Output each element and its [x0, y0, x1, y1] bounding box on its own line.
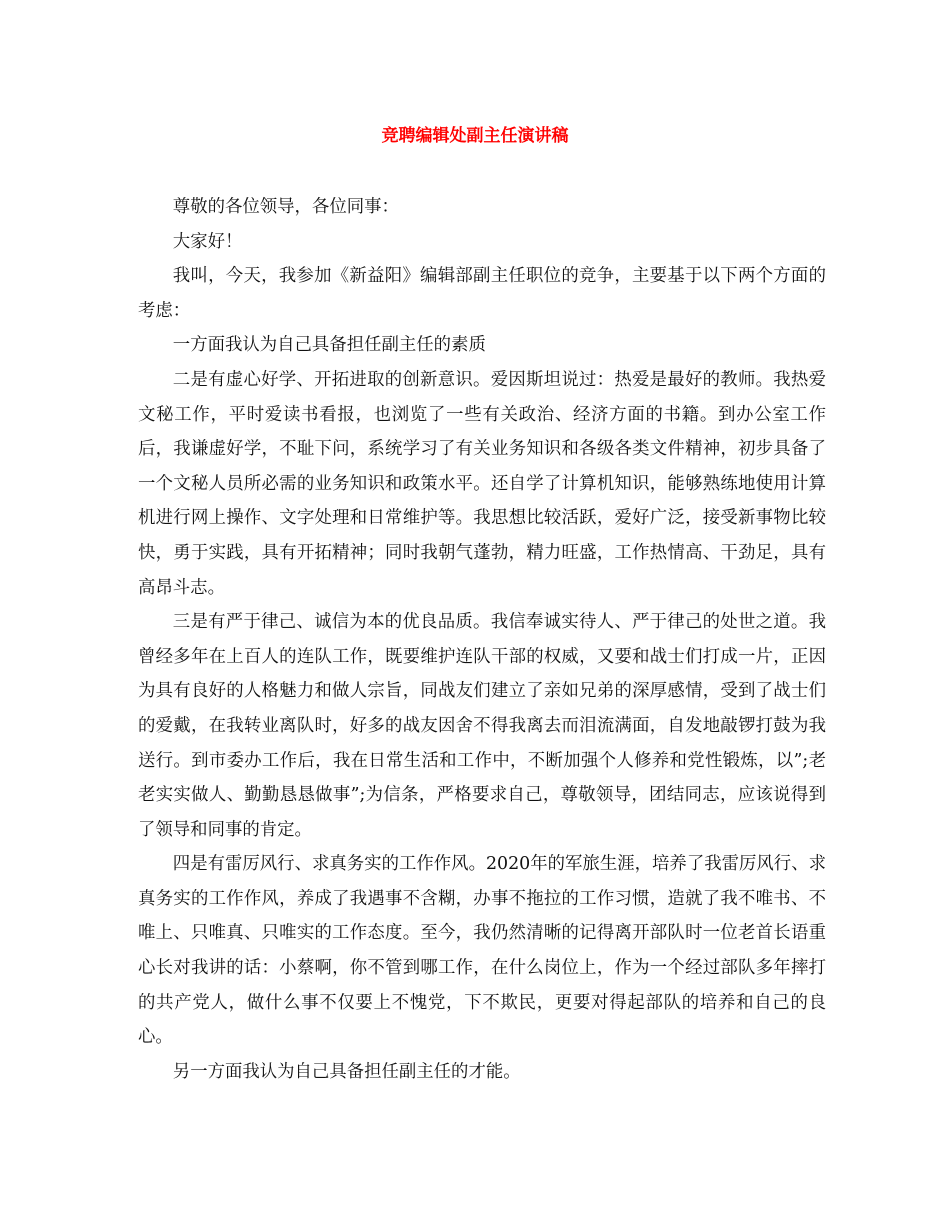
paragraph-salutation: 尊敬的各位领导，各位同事： [172, 197, 399, 217]
document-title: 竞聘编辑处副主任演讲稿 [381, 126, 569, 146]
document-body [138, 190, 826, 1089]
paragraph-intro: 我叫，今天，我参加《新益阳》编辑部副主任职位的竞争，主要基于以下两个方面的考虑： [138, 266, 826, 321]
paragraph-point-three: 三是有严于律己、诚信为本的优良品质。我信奉诚实待人、严于律己的处世之道。我曾经多年在上百人的连队工作，既要维护连队干部的权威，又要和战士们打成一片，正因为具有良好的人格魅力和做人宗旨，同战友们建立了亲如兄弟的深厚感情，受到了战士们的爱戴，在我转业离队时，好多的战友因舍不得我离去而泪流满面，自发地敲锣打鼓为我送行。到市委办工作后，我在日常生活和工作中，不断加强个人修养和党性锻炼，以”;老老实实做人、勤勤恳恳做事”;为信条，严格要求自己，尊敬领导，团结同志，应该说得到了领导和同事的肯定。 [138, 612, 826, 840]
paragraph-greeting: 大家好！ [172, 231, 243, 252]
paragraph-second-aspect: 另一方面我认为自己具备担任副主任的才能。 [172, 1061, 521, 1082]
paragraph-first-aspect: 一方面我认为自己具备担任副主任的素质 [172, 335, 486, 356]
paragraph-point-two: 二是有虚心好学、开拓进取的创新意识。爱因斯坦说过：热爱是最好的教师。我热爱文秘工作，平时爱读书看报，也浏览了一些有关政治、经济方面的书籍。到办公室工作后，我谦虚好学，不耻下问，系统学习了有关业务知识和各级各类文件精神，初步具备了一个文秘人员所必需的业务知识和政策水平。还自学了计算机知识，能够熟练地使用计算机进行网上操作、文字处理和日常维护等。我思想比较活跃，爱好广泛，接受新事物比较快，勇于实践，具有开拓精神；同时我朝气蓬勃，精力旺盛，工作热情高、干劲足，具有高昂斗志。 [138, 369, 826, 598]
paragraph-point-four: 四是有雷厉风行、求真务实的工作作风。2020年的军旅生涯，培养了我雷厉风行、求真务实的工作作风，养成了我遇事不含糊，办事不拖拉的工作习惯，造就了我不唯书、不唯上、只唯真、只唯实的工作态度。至今，我仍然清晰的记得离开部队时一位老首长语重心长对我讲的话：小蔡啊，你不管到哪工作，在什么岗位上，作为一个经过部队多年摔打的共产党人，做什么事不仅要上不愧党，下不欺民，更要对得起部队的培养和自己的良心。 [138, 854, 826, 1048]
